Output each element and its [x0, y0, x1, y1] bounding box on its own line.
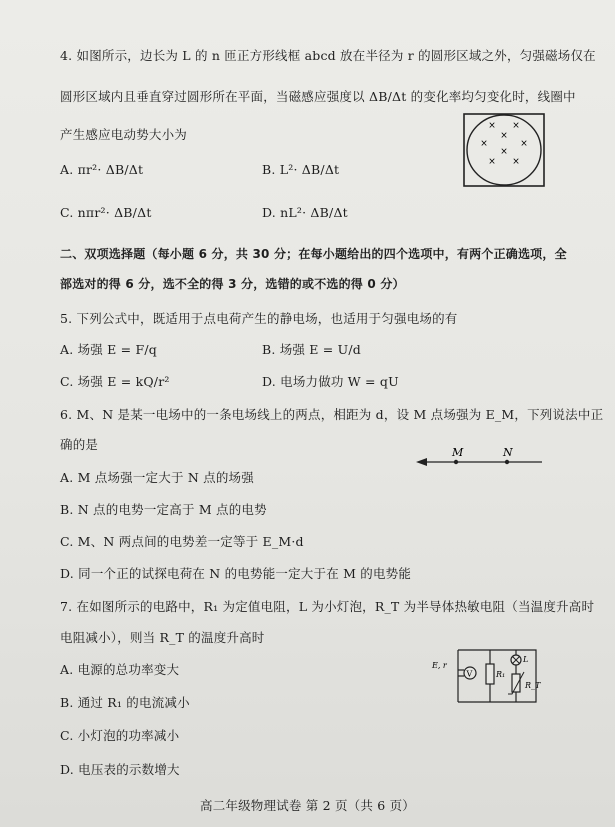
- q7-stem-line1: 7. 在如图所示的电路中，R₁ 为定值电阻，L 为小灯泡，R_T 为半导体热敏电阻（当温度升高时: [60, 599, 595, 614]
- q6-field-line-figure: [412, 448, 552, 470]
- q7-option-d: D. 电压表的示数增大: [60, 762, 180, 777]
- q5-option-b: B. 场强 E = U/d: [262, 342, 361, 357]
- field-cross-icon: ×: [520, 139, 528, 149]
- q6-stem-line2: 确的是: [60, 437, 99, 452]
- field-cross-icon: ×: [488, 157, 496, 167]
- field-cross-icon: ×: [480, 139, 488, 149]
- resistor-r1-icon: [486, 664, 494, 684]
- field-cross-icon: ×: [500, 147, 508, 157]
- q5-stem: 5. 下列公式中，既适用于点电荷产生的静电场，也适用于匀强电场的有: [60, 311, 458, 326]
- field-arrowhead-icon: [416, 458, 427, 466]
- q7-stem-line2: 电阻减小），则当 R_T 的温度升高时: [60, 630, 265, 645]
- thermistor-rt-icon: [512, 674, 520, 692]
- field-cross-icon: ×: [488, 121, 496, 131]
- rt-label: R_T: [525, 681, 541, 690]
- q4-figure-square-circle: [460, 110, 548, 190]
- section2-heading-line1: 二、双项选择题（每小题 6 分，共 30 分；在每小题给出的四个选项中，有两个正确选项，全: [60, 247, 567, 261]
- q4-option-a: A. πr²· ΔB/Δt: [60, 162, 144, 177]
- point-m-dot: [454, 460, 458, 464]
- label-m: M: [452, 448, 464, 459]
- q5-option-d: D. 电场力做功 W = qU: [262, 374, 399, 389]
- q7-circuit-figure: [428, 640, 548, 712]
- voltmeter-label: V: [466, 669, 473, 679]
- q6-stem-line1: 6. M、N 是某一电场中的一条电场线上的两点，相距为 d，设 M 点场强为 E_M，下列说法中正: [60, 407, 604, 422]
- q4-option-d: D. nL²· ΔB/Δt: [262, 205, 348, 220]
- q5-option-c: C. 场强 E = kQ/r²: [60, 374, 170, 389]
- source-label: E, r: [432, 661, 447, 670]
- q6-option-c: C. M、N 两点间的电势差一定等于 E_M·d: [60, 534, 304, 549]
- q6-option-d: D. 同一个正的试探电荷在 N 的电势能一定大于在 M 的电势能: [60, 566, 412, 581]
- point-n-dot: [505, 460, 509, 464]
- section2-heading-line2: 部选对的得 6 分，选不全的得 3 分，选错的或不选的得 0 分）: [60, 277, 405, 291]
- q7-option-b: B. 通过 R₁ 的电流减小: [60, 695, 190, 710]
- q4-stem-line1: 4. 如图所示，边长为 L 的 n 匝正方形线框 abcd 放在半径为 r 的圆形区域之外，匀强磁场仅在: [60, 48, 596, 63]
- q4-option-b: B. L²· ΔB/Δt: [262, 162, 340, 177]
- field-cross-icon: ×: [512, 121, 520, 131]
- lamp-label: L: [523, 655, 529, 664]
- q6-option-a: A. M 点场强一定大于 N 点的场强: [60, 470, 254, 485]
- q4-stem-line3: 产生感应电动势大小为: [60, 127, 188, 142]
- q6-option-b: B. N 点的电势一定高于 M 点的电势: [60, 502, 267, 517]
- r1-label: R₁: [496, 670, 506, 679]
- q5-option-a: A. 场强 E = F/q: [60, 342, 157, 357]
- field-cross-icon: ×: [500, 131, 508, 141]
- field-crosses: [480, 121, 528, 167]
- field-cross-icon: ×: [512, 157, 520, 167]
- page-footer: 高二年级物理试卷 第 2 页（共 6 页）: [200, 798, 415, 813]
- label-n: N: [503, 448, 513, 459]
- q4-option-c: C. nπr²· ΔB/Δt: [60, 205, 152, 220]
- q7-option-c: C. 小灯泡的功率减小: [60, 728, 180, 743]
- q4-stem-line2: 圆形区域内且垂直穿过圆形所在平面，当磁感应强度以 ΔB/Δt 的变化率均匀变化时，线圈中: [60, 89, 576, 104]
- q7-option-a: A. 电源的总功率变大: [60, 662, 180, 677]
